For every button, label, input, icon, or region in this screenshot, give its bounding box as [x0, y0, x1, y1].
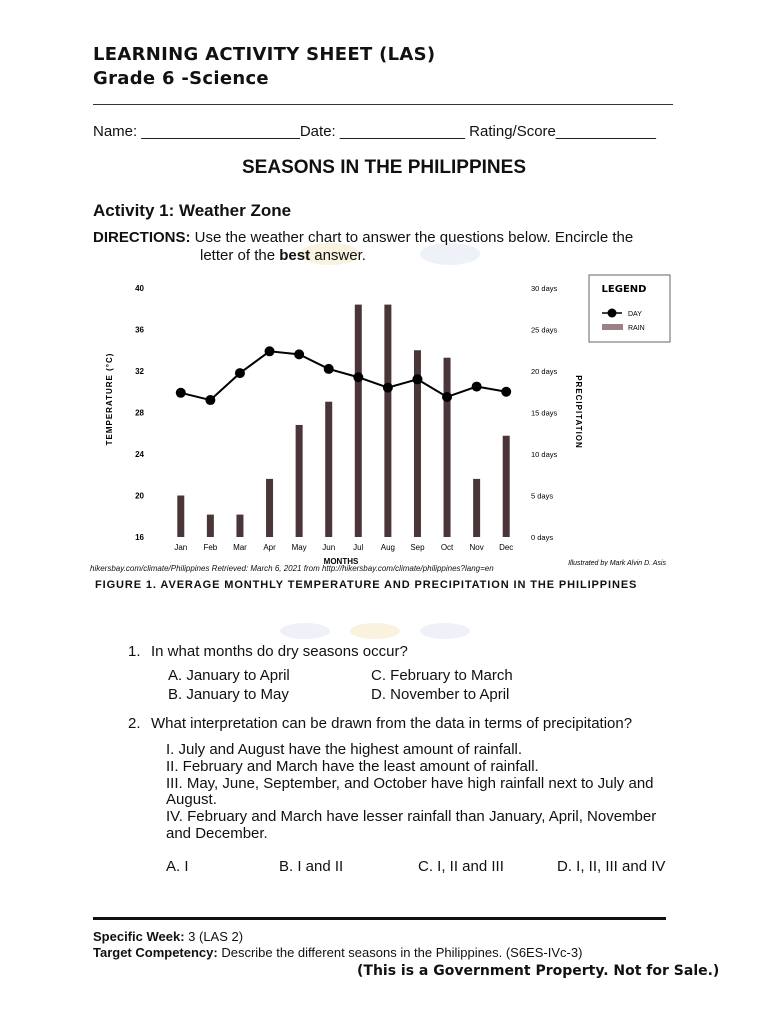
rain-bar [266, 479, 273, 537]
rain-bars [177, 305, 509, 537]
y-left-tick-label: 20 [135, 491, 144, 501]
chart-source: hikersbay.com/climate/Philippines Retrieved: March 6, 2021 from http://hikersbay.com/climate/philippines?lang=en [90, 564, 494, 573]
competency-label: Target Competency: [93, 945, 218, 960]
directions-line-1 [93, 229, 633, 246]
x-tick-label: Jan [174, 543, 188, 552]
y-axis-label-left: TEMPERATURE (°C) [105, 352, 114, 446]
rain-bar [296, 425, 303, 537]
legend-day-label: DAY [628, 311, 642, 318]
x-axis-label: MONTHS [323, 557, 359, 566]
watermark-blob [420, 243, 480, 265]
watermark-blob [350, 623, 400, 639]
weather-chart [96, 274, 676, 566]
q2-statement-3a: III. May, June, September, and October have high rainfall next to July and [166, 775, 654, 792]
q2-statement-4a: IV. February and March have lesser rainfall than January, April, November [166, 808, 657, 825]
temperature-point [412, 374, 422, 384]
y-right-tick-label: 10 days [531, 450, 558, 459]
rain-bar [207, 515, 214, 537]
figure-caption: FIGURE 1. AVERAGE MONTHLY TEMPERATURE AND PRECIPITATION IN THE PHILIPPINES [95, 579, 638, 591]
temperature-point [383, 383, 393, 393]
competency-value: Describe the different seasons in the Philippines. (S6ES-IVc-3) [217, 945, 583, 960]
q1-number: 1. [128, 643, 141, 660]
x-tick-label: Apr [263, 543, 276, 552]
legend-rain-swatch [602, 324, 623, 330]
week-value: 3 (LAS 2) [184, 929, 244, 944]
y-left-tick-label: 16 [135, 533, 144, 542]
temperature-point [472, 382, 482, 392]
directions-text-2c: answer. [310, 247, 366, 264]
q2-statement-4b: and December. [166, 825, 268, 842]
legend-rain-label: RAIN [628, 325, 645, 332]
temperature-point [442, 392, 452, 402]
q2-option-a[interactable]: A. I [166, 858, 189, 875]
directions-text: Use the weather chart to answer the questions below. Encircle the [190, 229, 634, 246]
rain-bar [325, 402, 332, 537]
temperature-point [235, 368, 245, 378]
x-tick-label: Mar [233, 543, 247, 552]
directions-text-2a: letter of the [200, 247, 280, 264]
name-date-score-line[interactable]: Name: ___________________Date: _______________ Rating/Score____________ [93, 123, 656, 140]
x-tick-label: Feb [203, 543, 218, 552]
week-label: Specific Week: [93, 929, 185, 944]
rain-bar [444, 358, 451, 537]
rain-bar [384, 305, 391, 537]
rain-bar [177, 496, 184, 538]
y-axis-label-right: PRECIPITATION [574, 375, 583, 449]
page-title: SEASONS IN THE PHILIPPINES [242, 157, 526, 178]
rain-bar [355, 305, 362, 537]
x-tick-label: Dec [499, 543, 514, 552]
y-left-tick-label: 36 [135, 325, 144, 335]
temperature-point [501, 387, 511, 397]
axis-ticks [135, 284, 557, 552]
header-divider [93, 104, 673, 105]
rain-bar [473, 479, 480, 537]
watermark-blob [420, 623, 470, 639]
x-tick-label: Nov [469, 543, 484, 552]
directions-line-2 [200, 247, 366, 264]
q2-statement-3b: August. [166, 791, 217, 808]
grade-subject: Grade 6 -Science [93, 68, 269, 89]
q1-option-d[interactable]: D. November to April [371, 686, 510, 703]
x-tick-label: May [291, 543, 307, 552]
x-tick-label: Aug [380, 543, 395, 552]
x-tick-label: Jun [322, 543, 336, 552]
rain-bar [503, 436, 510, 537]
q2-option-b[interactable]: B. I and II [279, 858, 344, 875]
y-right-tick-label: 5 days [531, 491, 554, 501]
x-tick-label: Sep [410, 543, 425, 552]
temperature-point [265, 346, 275, 356]
x-tick-label: Oct [440, 543, 454, 552]
rain-bar [236, 515, 243, 537]
q2-option-d[interactable]: D. I, II, III and IV [557, 858, 666, 875]
x-tick-label: Jul [353, 543, 364, 552]
q2-statement-1: I. July and August have the highest amount of rainfall. [166, 741, 523, 758]
legend-box [589, 275, 670, 342]
q1-option-b[interactable]: B. January to May [168, 686, 289, 703]
q2-number: 2. [128, 715, 141, 732]
q2-text: What interpretation can be drawn from the data in terms of precipitation? [151, 715, 633, 732]
legend-title: LEGEND [601, 284, 647, 295]
y-right-tick-label: 30 days [531, 284, 558, 293]
sheet-title: LEARNING ACTIVITY SHEET (LAS) [93, 44, 436, 65]
y-right-tick-label: 20 days [531, 367, 558, 376]
y-left-tick-label: 28 [135, 408, 144, 418]
watermark-blob [280, 623, 330, 639]
target-competency [93, 945, 582, 960]
temperature-point [324, 364, 334, 374]
q2-option-c[interactable]: C. I, II and III [418, 858, 504, 875]
temperature-line [176, 346, 511, 405]
q1-option-a[interactable]: A. January to April [168, 667, 290, 684]
y-left-tick-label: 40 [135, 284, 144, 293]
q2-statement-2: II. February and March have the least amount of rainfall. [166, 758, 539, 775]
temperature-point [176, 388, 186, 398]
y-right-tick-label: 15 days [531, 408, 558, 418]
directions-best: best [279, 247, 311, 264]
activity-heading: Activity 1: Weather Zone [93, 201, 292, 220]
q1-text: In what months do dry seasons occur? [151, 643, 408, 660]
temperature-point [353, 372, 363, 382]
y-right-tick-label: 25 days [531, 325, 558, 335]
footer-divider [93, 917, 666, 920]
y-left-tick-label: 32 [135, 367, 144, 376]
y-right-tick-label: 0 days [531, 533, 554, 542]
temperature-point [205, 395, 215, 405]
specific-week [93, 929, 243, 944]
q1-option-c[interactable]: C. February to March [371, 667, 513, 684]
chart-credit: Illustrated by Mark Alvin D. Asis [568, 560, 666, 566]
directions-label: DIRECTIONS: [93, 229, 191, 246]
government-notice: (This is a Government Property. Not for Sale.) [357, 963, 720, 979]
temperature-point [294, 349, 304, 359]
y-left-tick-label: 24 [135, 450, 144, 459]
temperature-line-path [181, 351, 506, 400]
